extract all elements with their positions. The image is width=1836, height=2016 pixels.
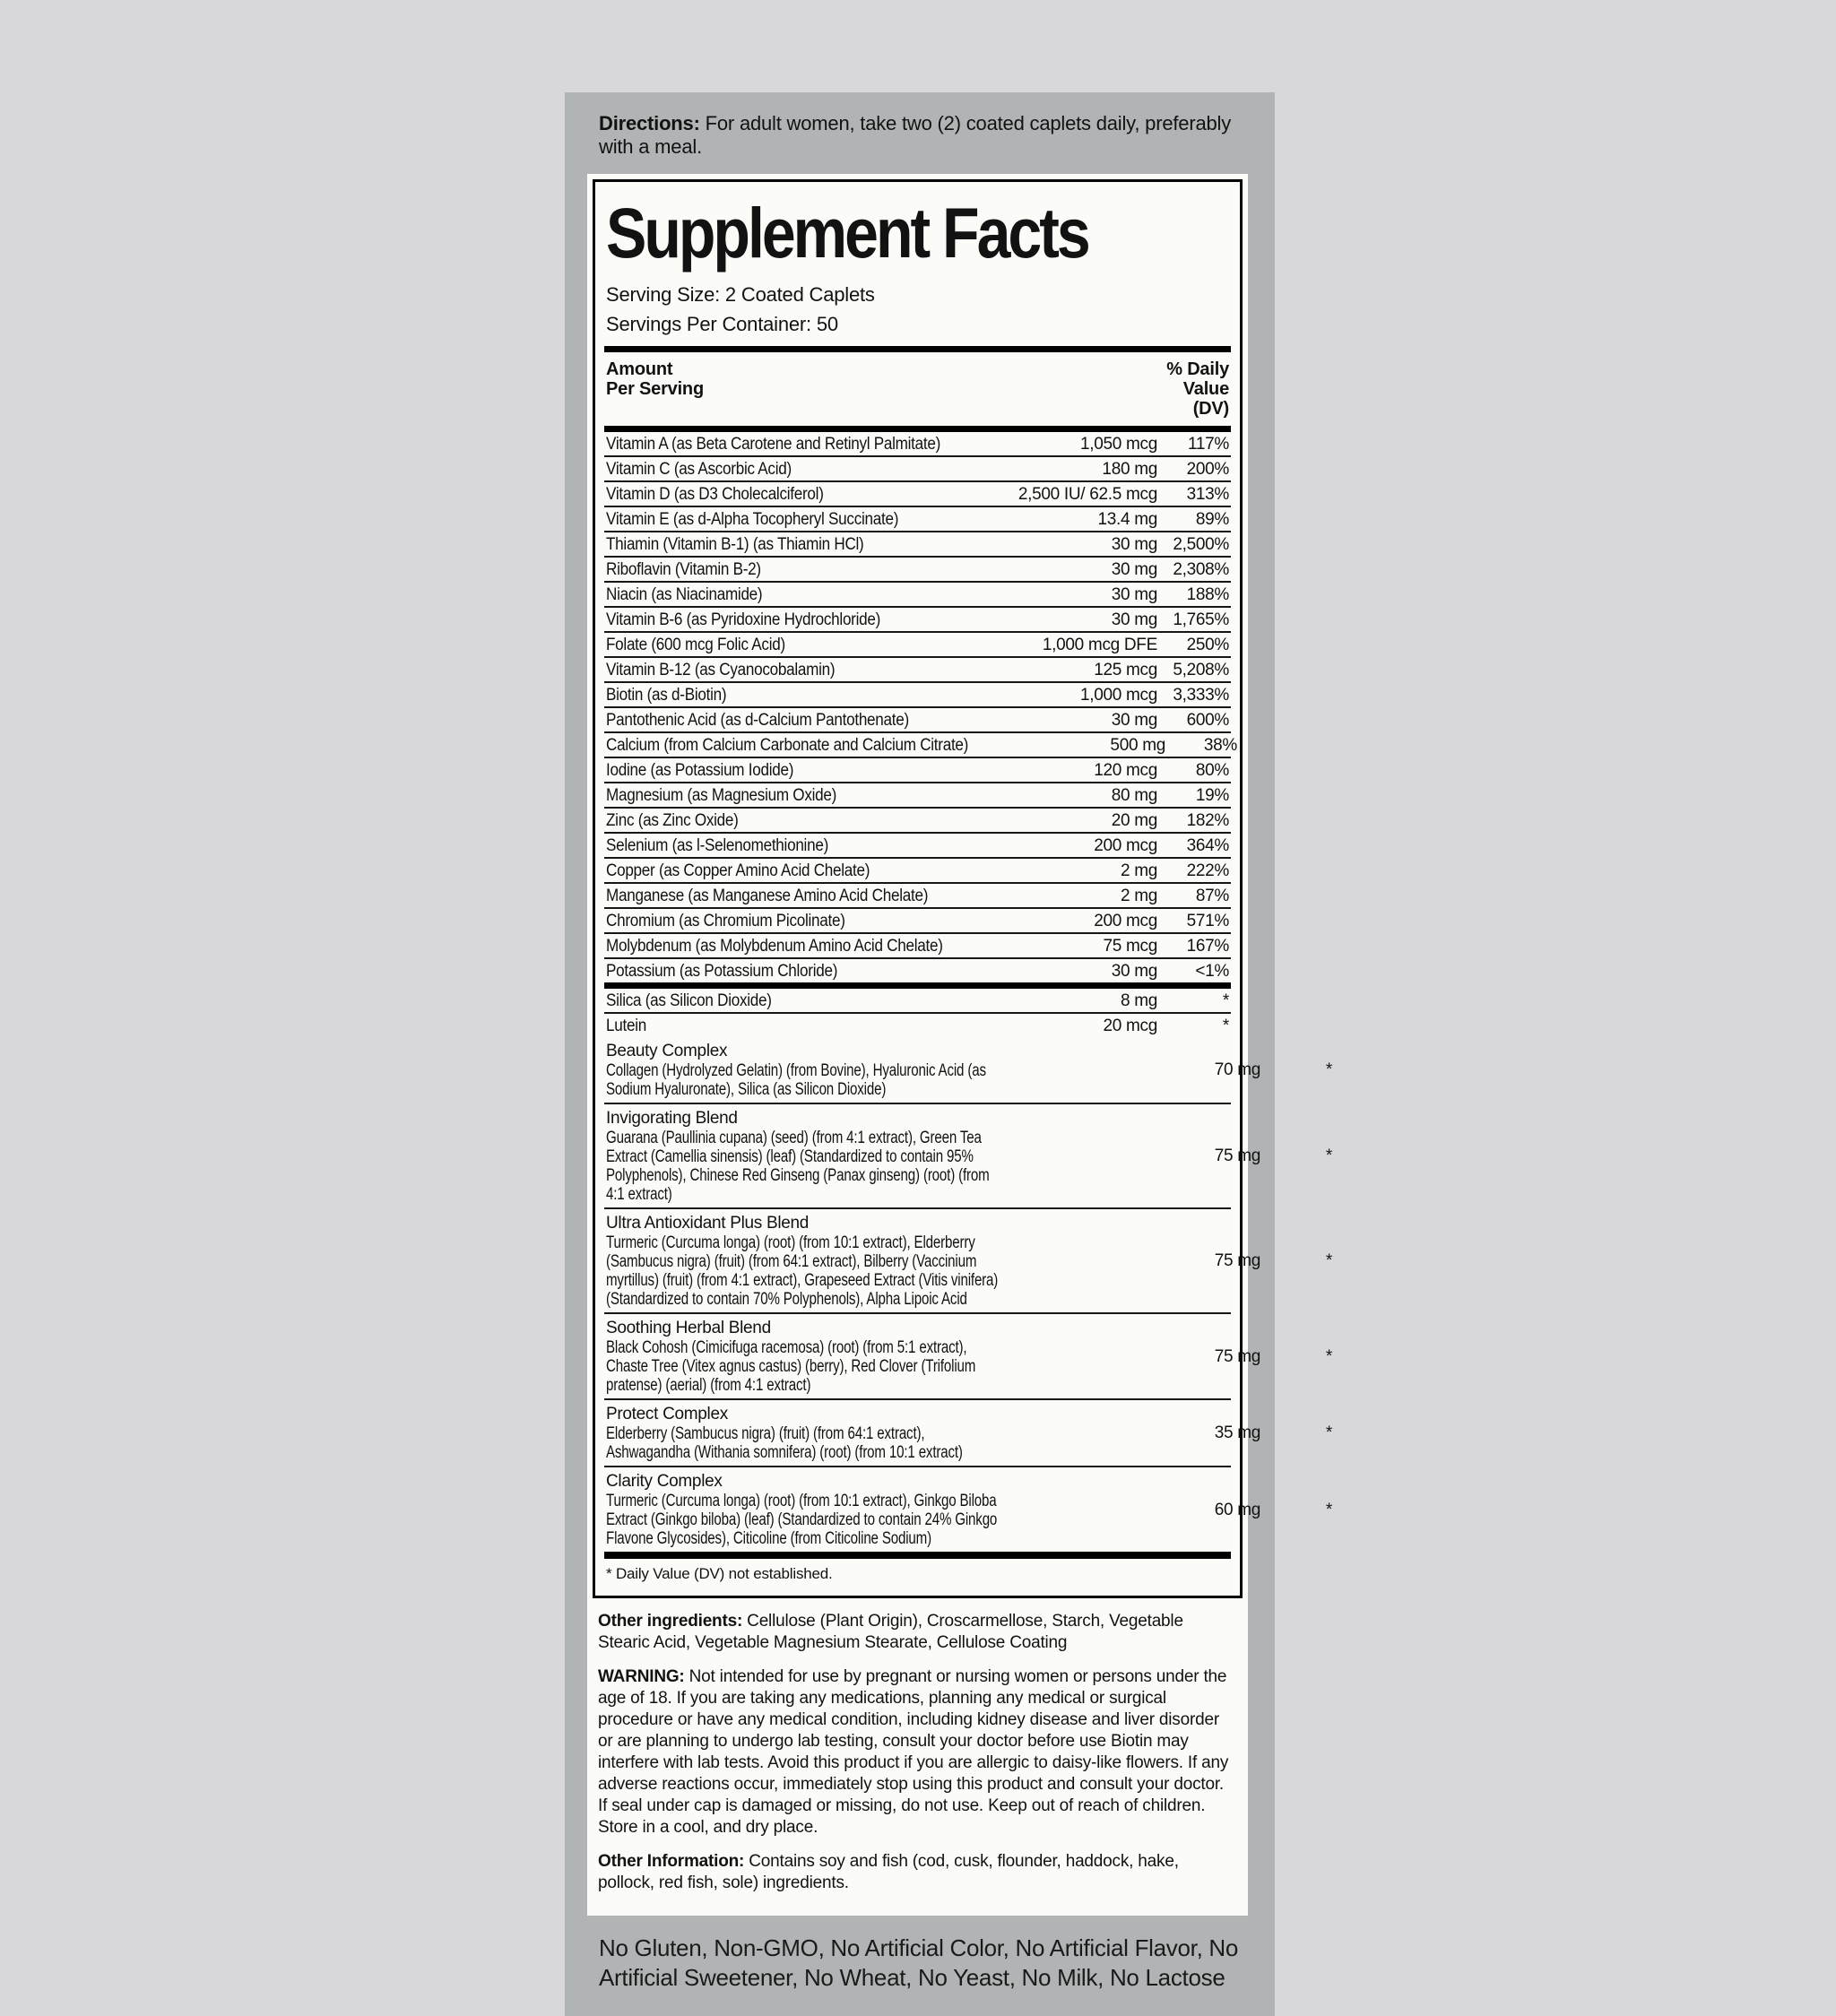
- blend-title: Invigorating Blend: [606, 1108, 738, 1128]
- nutrient-name: Manganese (as Manganese Amino Acid Chelate): [606, 886, 929, 905]
- nutrient-row: [604, 934, 1231, 959]
- other-information: [598, 1851, 1237, 1894]
- blend-row: [604, 1314, 1332, 1400]
- blend-rows: [604, 1037, 1332, 1552]
- blend-dv: *: [1325, 1060, 1332, 1080]
- blend-ingredients: Guarana (Paullinia cupana) (seed) (from 4:1 extract), Green Tea Extract (Camellia sinensis) (leaf) (Standardized to contain 95% Polyphenols), Chinese Red Ginseng (Panax ginseng) (root) (from 4:1 extract): [606, 1128, 990, 1204]
- nutrient-amount: 200 mcg: [1094, 911, 1157, 930]
- nutrient-amount: 180 mg: [1102, 459, 1157, 479]
- panel-title: Supplement Facts: [606, 193, 1088, 273]
- nutrient-name: Chromium (as Chromium Picolinate): [606, 911, 845, 930]
- blend-amount: 75 mg: [1214, 1346, 1260, 1366]
- other-ingredients: [598, 1611, 1237, 1654]
- nutrient-name: Vitamin E (as d-Alpha Tocopheryl Succinate): [606, 509, 899, 529]
- nutrient-dv: 250%: [1186, 635, 1229, 654]
- nutrient-name: Pantothenic Acid (as d-Calcium Pantothenate): [606, 710, 909, 730]
- nutrient-dv: 313%: [1186, 484, 1229, 504]
- blend-ingredients: Black Cohosh (Cimicifuga racemosa) (root) (from 5:1 extract), Chaste Tree (Vitex agnus castus) (berry), Red Clover (Trifolium pratense) (aerial) (from 4:1 extract): [606, 1337, 976, 1395]
- nutrient-row: [604, 683, 1231, 708]
- nutrient-dv: *: [1222, 991, 1229, 1010]
- other-information-text: Contains soy and fish (cod, cusk, flounder, haddock, hake, pollock, red fish, sole) ingredients.: [598, 1851, 1179, 1892]
- blend-text: [606, 1405, 1104, 1462]
- nutrient-dv: <1%: [1195, 961, 1229, 981]
- supplemental-rows: [604, 989, 1231, 1037]
- supplement-label: [587, 174, 1332, 1916]
- blend-ingredients: Turmeric (Curcuma longa) (root) (from 10:1 extract), Elderberry (Sambucus nigra) (fruit) (from 64:1 extract), Bilberry (Vaccinium myrtillus) (fruit) (from 4:1 extract), Grapeseed Extract (Vitis vinifera) (Standardized to contain 70% Polyphenols), Alpha Lipoic Acid: [606, 1233, 999, 1309]
- nutrient-name: Niacin (as Niacinamide): [606, 584, 763, 604]
- nutrient-name: Calcium (from Calcium Carbonate and Calcium Citrate): [606, 735, 969, 755]
- blend-text: [606, 1109, 1104, 1204]
- nutrient-dv: 5,208%: [1173, 660, 1229, 679]
- nutrient-amount: 20 mcg: [1103, 1016, 1157, 1035]
- nutrient-amount: 2 mg: [1120, 861, 1157, 880]
- nutrient-row: [604, 633, 1231, 658]
- nutrient-amount: 30 mg: [1111, 710, 1157, 730]
- nutrient-row: [604, 989, 1231, 1014]
- nutrient-row: [604, 432, 1231, 457]
- nutrient-row: [604, 532, 1231, 558]
- header-amount-line2: Per Serving: [606, 378, 704, 399]
- blend-ingredients: Collagen (Hydrolyzed Gelatin) (from Bovine), Hyaluronic Acid (as Sodium Hyaluronate), Silica (as Silicon Dioxide): [606, 1060, 986, 1099]
- table-header: [604, 352, 1231, 426]
- blend-title: Soothing Herbal Blend: [606, 1318, 771, 1337]
- nutrient-amount: 2 mg: [1120, 886, 1157, 905]
- nutrient-name: Thiamin (Vitamin B-1) (as Thiamin HCl): [606, 534, 864, 554]
- nutrient-dv: 188%: [1186, 584, 1229, 604]
- divider-bar-mid: [604, 982, 1231, 989]
- nutrient-name: Vitamin A (as Beta Carotene and Retinyl Palmitate): [606, 434, 941, 454]
- blend-row: [604, 1104, 1332, 1209]
- nutrient-row: [604, 1014, 1231, 1037]
- blend-row: [604, 1400, 1332, 1467]
- nutrient-row: [604, 959, 1231, 982]
- nutrient-amount: 2,500 IU/ 62.5 mcg: [1018, 484, 1157, 504]
- blend-amount: 75 mg: [1214, 1251, 1260, 1271]
- warning: [598, 1666, 1237, 1839]
- blend-text: [606, 1042, 1104, 1099]
- nutrient-dv: 182%: [1186, 810, 1229, 830]
- nutrient-name: Biotin (as d-Biotin): [606, 685, 727, 705]
- nutrient-name: Iodine (as Potassium Iodide): [606, 760, 794, 780]
- nutrient-dv: 571%: [1186, 911, 1229, 930]
- blend-dv: *: [1325, 1251, 1332, 1271]
- nutrient-amount: 200 mcg: [1094, 835, 1157, 855]
- nutrient-row: [604, 658, 1231, 683]
- nutrient-name: Selenium (as l-Selenomethionine): [606, 835, 829, 855]
- warning-text: Not intended for use by pregnant or nursing women or persons under the age of 18. If you are taking any medications, planning any medical or surgical procedure or have any medical condition, including kidney disease and liver disorder or are planning to undergo lab testing, consult your doctor before use Biotin may interfere with lab tests. Avoid this product if you are allergic to daisy-like flowers. If any adverse reactions occur, immediately stop using this product and consult your doctor. If seal under cap is damaged or missing, do not use. Keep out of reach of children. Store in a cool, and dry place.: [598, 1666, 1229, 1837]
- nutrient-amount: 1,000 mcg: [1079, 685, 1157, 705]
- nutrient-dv: 364%: [1186, 835, 1229, 855]
- nutrient-name: Zinc (as Zinc Oxide): [606, 810, 739, 830]
- nutrient-row: [604, 558, 1231, 583]
- nutrient-name: Copper (as Copper Amino Acid Chelate): [606, 861, 870, 880]
- nutrient-dv: 19%: [1195, 785, 1229, 805]
- nutrient-amount: 30 mg: [1111, 534, 1157, 554]
- nutrient-name: Potassium (as Potassium Chloride): [606, 961, 838, 981]
- nutrient-rows: [604, 432, 1237, 982]
- dv-footnote: * Daily Value (DV) not established.: [606, 1564, 833, 1582]
- nutrient-amount: 500 mg: [1110, 735, 1165, 755]
- serving-size: Serving Size: 2 Coated Caplets: [606, 282, 875, 306]
- header-dv-line1: % Daily: [1166, 359, 1229, 379]
- nutrient-dv: 600%: [1186, 710, 1229, 730]
- other-ingredients-text: Cellulose (Plant Origin), Croscarmellose, Starch, Vegetable Stearic Acid, Vegetable Magnesium Stearate, Cellulose Coating: [598, 1611, 1183, 1652]
- nutrient-dv: *: [1222, 1016, 1229, 1035]
- nutrient-amount: 30 mg: [1111, 559, 1157, 579]
- blend-text: [606, 1319, 1104, 1395]
- nutrient-row: [604, 708, 1231, 733]
- blend-text: [606, 1472, 1104, 1548]
- nutrient-name: Magnesium (as Magnesium Oxide): [606, 785, 837, 805]
- header-dv-line3: (DV): [1192, 398, 1229, 419]
- nutrient-dv: 1,765%: [1173, 610, 1229, 629]
- blend-ingredients: Turmeric (Curcuma longa) (root) (from 10:1 extract), Ginkgo Biloba Extract (Ginkgo biloba) (leaf) (Standardized to contain 24% Ginkgo Flavone Glycosides), Citicoline (from Citicoline Sodium): [606, 1491, 998, 1548]
- nutrient-row: [604, 809, 1231, 834]
- nutrient-dv: 3,333%: [1173, 685, 1229, 705]
- nutrient-amount: 8 mg: [1120, 991, 1157, 1010]
- nutrient-row: [604, 758, 1231, 783]
- nutrient-name: Vitamin B-12 (as Cyanocobalamin): [606, 660, 836, 679]
- nutrient-row: [604, 859, 1231, 884]
- nutrient-amount: 30 mg: [1111, 610, 1157, 629]
- servings-per-container: Servings Per Container: 50: [606, 313, 838, 336]
- nutrient-name: Vitamin B-6 (as Pyridoxine Hydrochloride): [606, 610, 881, 629]
- nutrient-row: [604, 583, 1231, 608]
- divider-bar-bottom: [604, 1552, 1231, 1559]
- nutrient-row: [604, 783, 1231, 809]
- blend-title: Ultra Antioxidant Plus Blend: [606, 1213, 810, 1233]
- label-paragraphs: [593, 1598, 1243, 1910]
- nutrient-row: [604, 608, 1231, 633]
- blend-title: Beauty Complex: [606, 1041, 728, 1060]
- nutrient-amount: 120 mcg: [1094, 760, 1157, 780]
- nutrient-amount: 30 mg: [1111, 584, 1157, 604]
- header-daily-value: [1166, 359, 1229, 419]
- nutrient-dv: 38%: [1203, 735, 1237, 755]
- nutrient-dv: 2,308%: [1173, 559, 1229, 579]
- nutrient-dv: 87%: [1195, 886, 1229, 905]
- blend-amount: 70 mg: [1214, 1060, 1260, 1080]
- other-ingredients-label: Other ingredients:: [598, 1611, 743, 1631]
- nutrient-amount: 1,000 mcg DFE: [1042, 635, 1157, 654]
- blend-dv: *: [1325, 1146, 1332, 1166]
- nutrient-dv: 89%: [1195, 509, 1229, 529]
- directions-text: [599, 112, 1243, 160]
- blend-row: [604, 1209, 1332, 1314]
- nutrient-dv: 2,500%: [1173, 534, 1229, 554]
- no-claims-tagline: No Gluten, Non-GMO, No Artificial Color, No Artificial Flavor, No Artificial Sweetener, No Wheat, No Yeast, No Milk, No Lactose: [599, 1934, 1239, 1991]
- nutrient-name: Riboflavin (Vitamin B-2): [606, 559, 761, 579]
- blend-row: [604, 1037, 1332, 1104]
- nutrient-row: [604, 507, 1231, 532]
- nutrient-row: [604, 909, 1231, 934]
- nutrient-amount: 75 mcg: [1103, 936, 1157, 956]
- nutrient-amount: 80 mg: [1111, 785, 1157, 805]
- header-dv-line2: Value: [1182, 378, 1229, 399]
- blend-row: [604, 1467, 1332, 1552]
- blend-dv: *: [1325, 1346, 1332, 1366]
- nutrient-amount: 13.4 mg: [1097, 509, 1157, 529]
- header-amount-line1: Amount: [606, 359, 673, 379]
- nutrient-name: Silica (as Silicon Dioxide): [606, 991, 772, 1010]
- nutrient-name: Vitamin D (as D3 Cholecalciferol): [606, 484, 824, 504]
- nutrient-dv: 200%: [1186, 459, 1229, 479]
- label-background-band: [565, 92, 1332, 2016]
- directions-body: For adult women, take two (2) coated caplets daily, preferably with a meal.: [599, 112, 1232, 159]
- blend-title: Clarity Complex: [606, 1471, 723, 1491]
- blend-ingredients: Elderberry (Sambucus nigra) (fruit) (from 64:1 extract), Ashwagandha (Withania somnifera) (root) (from 10:1 extract): [606, 1423, 963, 1462]
- nutrient-amount: 1,050 mcg: [1079, 434, 1157, 454]
- warning-label: WARNING:: [598, 1666, 685, 1686]
- nutrient-row: [604, 884, 1231, 909]
- blend-dv: *: [1325, 1423, 1332, 1443]
- nutrient-dv: 117%: [1188, 434, 1229, 454]
- divider-bar-top: [604, 346, 1231, 352]
- nutrient-row: [604, 733, 1237, 758]
- nutrient-name: Folate (600 mcg Folic Acid): [606, 635, 785, 654]
- blend-amount: 35 mg: [1214, 1423, 1260, 1443]
- nutrient-name: Lutein: [606, 1016, 646, 1035]
- other-information-label: Other Information:: [598, 1851, 745, 1871]
- header-amount: [606, 359, 704, 419]
- blend-amount: 60 mg: [1214, 1500, 1260, 1519]
- nutrient-row: [604, 457, 1231, 482]
- nutrient-row: [604, 482, 1231, 507]
- blend-amount: 75 mg: [1214, 1146, 1260, 1166]
- nutrient-dv: 167%: [1186, 936, 1229, 956]
- blend-dv: *: [1325, 1500, 1332, 1519]
- nutrient-name: Vitamin C (as Ascorbic Acid): [606, 459, 792, 479]
- nutrient-amount: 125 mcg: [1094, 660, 1157, 679]
- nutrient-row: [604, 834, 1231, 859]
- directions-label: Directions:: [599, 112, 700, 134]
- blend-title: Protect Complex: [606, 1404, 728, 1423]
- nutrient-amount: 30 mg: [1111, 961, 1157, 981]
- nutrient-amount: 20 mg: [1111, 810, 1157, 830]
- divider-bar-header: [604, 426, 1231, 432]
- nutrient-name: Molybdenum (as Molybdenum Amino Acid Chelate): [606, 936, 943, 956]
- blend-text: [606, 1214, 1104, 1309]
- supplement-facts-panel: [593, 179, 1332, 1598]
- nutrient-dv: 80%: [1195, 760, 1229, 780]
- nutrient-dv: 222%: [1186, 861, 1229, 880]
